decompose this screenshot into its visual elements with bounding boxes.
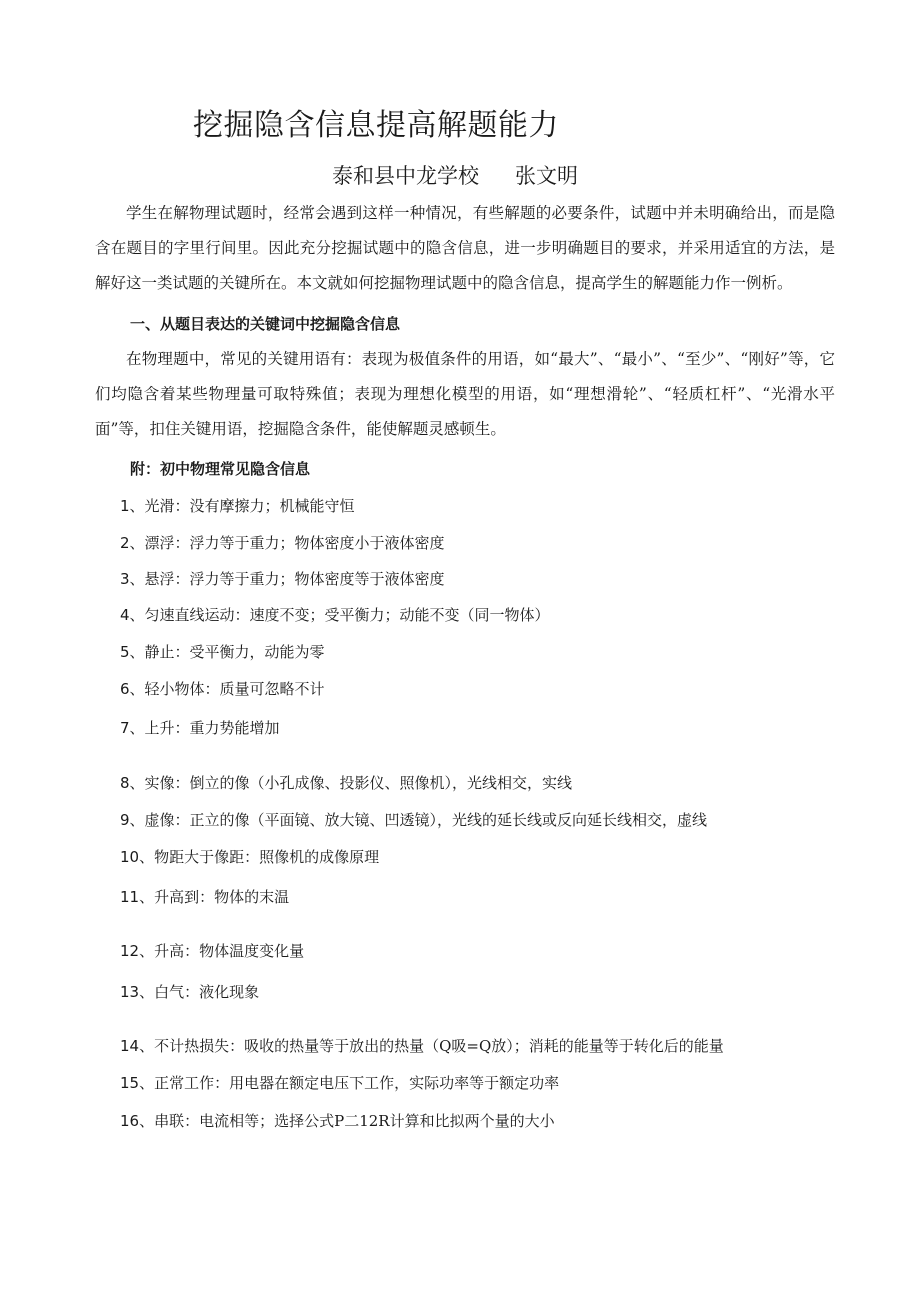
byline xyxy=(332,160,578,190)
appendix-heading: 附：初中物理常见隐含信息 xyxy=(130,460,311,478)
section-paragraph: 在物理题中，常见的关键用语有：表现为极值条件的用语，如“最大”、“最小”、“至少”、“刚好”等，它们均隐含着某些物理量可取特殊值；表现为理想化模型的用语，如“理想滑轮”、“轻质杠杆”、“光滑水平面”等，扣住关键用语，挖掘隐含条件，能使解题灵感顿生。 xyxy=(95,350,835,438)
intro-paragraph: 学生在解物理试题时，经常会遇到这样一种情况，有些解题的必要条件，试题中并未明确给出，而是隐含在题目的字里行间里。因此充分挖掘试题中的隐含信息，进一步明确题目的要求，并采用适宜的方法，是解好这一类试题的关键所在。本文就如何挖掘物理试题中的隐含信息，提高学生的解题能力作一例析。 xyxy=(95,204,835,292)
list-item: 13、白气：液化现象 xyxy=(120,983,260,1001)
list-item: 10、物距大于像距：照像机的成像原理 xyxy=(120,848,380,866)
school-name: 泰和县中龙学校 xyxy=(332,164,479,188)
list-item: 16、串联：电流相等；选择公式P二12R计算和比拟两个量的大小 xyxy=(120,1112,555,1130)
document-title: 挖掘隐含信息提高解题能力 xyxy=(193,108,559,143)
list-item: 14、不计热损失：吸收的热量等于放出的热量（Q吸=Q放）；消耗的能量等于转化后的能量 xyxy=(120,1037,724,1055)
list-item: 4、匀速直线运动：速度不变；受平衡力；动能不变（同一物体） xyxy=(120,606,550,624)
list-item: 7、上升：重力势能增加 xyxy=(120,719,280,737)
author-name: 张文明 xyxy=(515,164,578,188)
list-item: 8、实像：倒立的像（小孔成像、投影仪、照像机），光线相交，实线 xyxy=(120,774,573,792)
list-item: 2、漂浮：浮力等于重力；物体密度小于液体密度 xyxy=(120,534,445,552)
list-item: 9、虚像：正立的像（平面镜、放大镜、凹透镜），光线的延长线或反向延长线相交，虚线 xyxy=(120,811,708,829)
list-item: 1、光滑：没有摩擦力；机械能守恒 xyxy=(120,497,355,515)
list-item: 12、升高：物体温度变化量 xyxy=(120,942,305,960)
list-item: 11、升高到：物体的末温 xyxy=(120,888,290,906)
list-item: 15、正常工作：用电器在额定电压下工作，实际功率等于额定功率 xyxy=(120,1074,560,1092)
section-heading: 一、从题目表达的关键词中挖掘隐含信息 xyxy=(130,315,401,333)
list-item: 6、轻小物体：质量可忽略不计 xyxy=(120,680,325,698)
list-item: 5、静止：受平衡力，动能为零 xyxy=(120,643,325,661)
list-item: 3、悬浮：浮力等于重力；物体密度等于液体密度 xyxy=(120,570,445,588)
